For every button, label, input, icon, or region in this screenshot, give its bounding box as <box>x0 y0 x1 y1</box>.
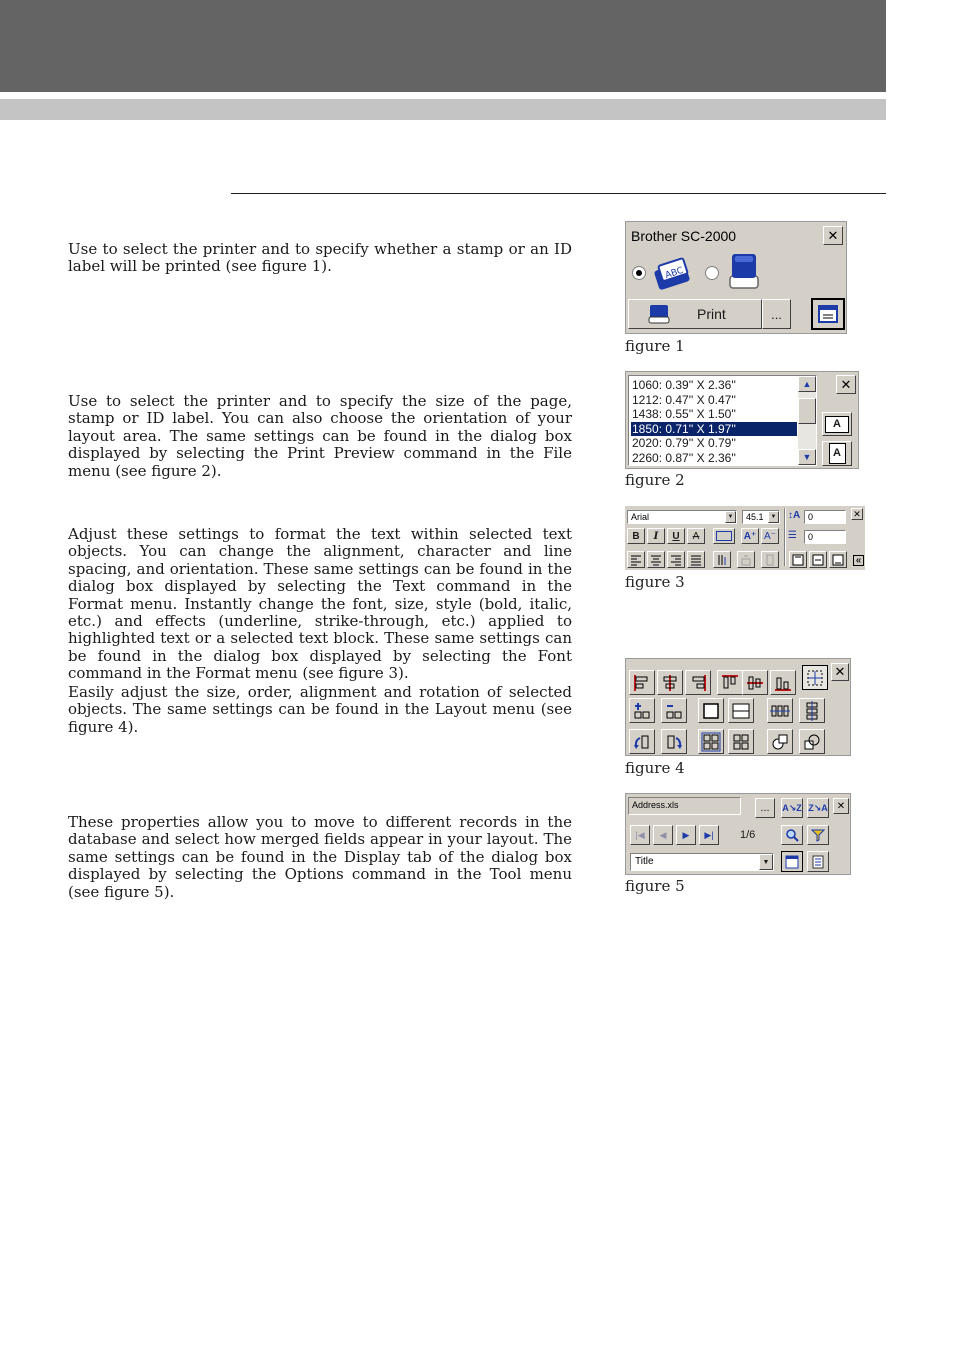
align-bottom-button[interactable] <box>770 670 796 695</box>
filter-button[interactable] <box>807 825 829 845</box>
previous-record-icon: ◀ <box>659 829 667 840</box>
id-label-icon <box>726 250 762 297</box>
align-center-icon <box>650 554 662 566</box>
align-right-button[interactable] <box>685 670 711 695</box>
send-backward-icon <box>664 701 684 721</box>
strikethrough-button[interactable] <box>687 528 705 544</box>
bring-forward-icon <box>632 701 652 721</box>
caption-figure-3: figure 3 <box>625 573 685 591</box>
field-dropdown-arrow[interactable]: ▼ <box>759 854 773 870</box>
database-file-name: Address.xls <box>632 800 679 810</box>
header-bar-light <box>0 99 886 120</box>
window-icon <box>785 855 799 869</box>
valign-top-button[interactable] <box>789 551 807 568</box>
grid-button[interactable] <box>802 665 828 690</box>
filter-icon <box>811 828 825 842</box>
svg-text:ABC: ABC <box>664 265 685 282</box>
print-button[interactable] <box>628 299 762 329</box>
printer-properties-button[interactable] <box>811 298 845 330</box>
caption-figure-4: figure 4 <box>625 759 685 777</box>
list-scrollbar[interactable] <box>798 376 816 465</box>
magnifier-icon <box>785 828 799 842</box>
paragraph-layout: Easily adjust the size, order, alignment and rotation of selected objects. The same settings can be found in the Layout menu (see figure 4). <box>68 683 572 736</box>
underline-button[interactable]: U <box>667 528 685 544</box>
bold-button[interactable]: B <box>627 528 645 544</box>
bring-forward-button[interactable] <box>629 698 655 723</box>
id-label-radio[interactable] <box>705 266 719 280</box>
line-spacing-icon: ☰ <box>788 530 797 541</box>
size-value: 45.1 <box>746 512 764 522</box>
shrink-font-icon: A⁻ <box>764 530 776 542</box>
align-top-icon <box>720 673 740 693</box>
rotate-left-icon <box>632 732 652 752</box>
list-item[interactable]: 1212: 0.47'' X 0.47'' <box>632 392 736 407</box>
landscape-icon: A <box>825 416 849 433</box>
scroll-down-button[interactable]: ▼ <box>798 449 816 465</box>
first-record-button[interactable] <box>630 825 650 845</box>
stamp-icon <box>652 252 692 297</box>
frame-icon <box>716 531 732 541</box>
distribute-horizontal-icon <box>770 701 790 721</box>
close-button[interactable]: ✕ <box>831 663 849 681</box>
valign-top-icon <box>792 554 804 566</box>
grid-icon <box>805 668 825 688</box>
align-left-button[interactable] <box>629 670 655 695</box>
printer-options-button[interactable]: ... <box>762 299 791 329</box>
close-button[interactable]: ✕ <box>823 226 843 245</box>
rotate-text-button[interactable] <box>737 551 755 568</box>
group-button[interactable] <box>698 729 724 754</box>
align-bottom-icon <box>773 673 793 693</box>
font-value: Arial <box>631 512 650 522</box>
justify-icon <box>690 554 702 566</box>
align-right-icon <box>688 673 708 693</box>
stack-text-icon <box>764 554 776 566</box>
list-item[interactable]: 2260: 0.87'' X 2.36'' <box>632 450 736 465</box>
page-size-list[interactable] <box>628 375 817 466</box>
same-size-icon <box>701 701 721 721</box>
merge-field-select[interactable] <box>630 853 774 871</box>
italic-button[interactable]: I <box>647 528 665 544</box>
stack-text-button[interactable] <box>761 551 779 568</box>
collapse-toolbar-button[interactable]: « <box>853 555 864 566</box>
sort-ascending-button[interactable] <box>781 798 803 818</box>
send-to-back-icon <box>802 732 822 752</box>
previous-record-button[interactable] <box>653 825 673 845</box>
list-item[interactable]: 1850: 0.71'' X 1.97'' <box>631 422 797 437</box>
sort-ascending-icon: A↘Z <box>782 802 802 813</box>
same-width-icon <box>731 701 751 721</box>
close-button[interactable]: ✕ <box>833 798 849 814</box>
same-size-button[interactable] <box>698 698 724 723</box>
send-to-back-button[interactable] <box>799 729 825 754</box>
align-center-button[interactable] <box>647 551 665 568</box>
printer-name: Brother SC-2000 <box>631 228 737 244</box>
ungroup-icon <box>731 732 751 752</box>
list-item[interactable]: 2020: 0.79'' X 0.79'' <box>632 436 736 451</box>
last-record-icon: ▶| <box>704 829 714 840</box>
font-select[interactable] <box>627 510 737 524</box>
align-center-button[interactable] <box>657 670 683 695</box>
align-right-button[interactable] <box>667 551 685 568</box>
valign-bottom-button[interactable] <box>829 551 847 568</box>
next-record-icon: ▶ <box>682 829 690 840</box>
caption-figure-5: figure 5 <box>625 877 685 895</box>
section-rule <box>231 193 886 194</box>
align-middle-button[interactable] <box>742 670 768 695</box>
document-icon <box>811 855 825 869</box>
align-center-icon <box>660 673 680 693</box>
page-size-toolbar <box>625 371 859 469</box>
char-spacing-input[interactable] <box>804 510 846 524</box>
rotate-left-button[interactable] <box>629 729 655 754</box>
paragraph-page-size: Use to select the printer and to specify the size of the page, stamp or ID label. You can also choose the orientation of your layout area. The same settings can be found in the dialog box displayed by selecting the Print Preview command in the File menu (see figure 2). <box>68 392 572 480</box>
portrait-button[interactable] <box>822 441 852 466</box>
align-middle-icon <box>745 673 765 693</box>
rotate-right-button[interactable] <box>661 729 687 754</box>
ungroup-button[interactable] <box>728 729 754 754</box>
first-record-icon: |◀ <box>635 829 645 840</box>
valign-middle-button[interactable] <box>809 551 827 568</box>
header-bar-dark <box>0 0 886 92</box>
sort-descending-icon: Z↘A <box>808 802 828 813</box>
show-field-names-button[interactable] <box>781 851 803 872</box>
distribute-horizontal-button[interactable] <box>767 698 793 723</box>
list-item[interactable]: 1060: 0.39'' X 2.36'' <box>632 378 736 392</box>
rotate-text-icon <box>740 554 752 566</box>
bring-to-front-button[interactable] <box>767 729 793 754</box>
layout-toolbar <box>625 658 851 756</box>
group-icon <box>701 732 721 752</box>
frame-text-button[interactable] <box>713 528 735 544</box>
printer-icon <box>647 303 671 325</box>
scroll-thumb[interactable] <box>798 398 816 424</box>
grow-font-button[interactable] <box>741 528 759 544</box>
size-dropdown-arrow[interactable]: ▼ <box>768 511 779 523</box>
sort-descending-button[interactable] <box>807 798 829 818</box>
database-file-field[interactable] <box>628 797 741 815</box>
vertical-text-button[interactable] <box>713 551 731 568</box>
printer-toolbar <box>625 221 847 334</box>
align-left-icon <box>630 554 642 566</box>
stamp-radio[interactable] <box>632 266 646 280</box>
next-record-button[interactable] <box>676 825 696 845</box>
font-dropdown-arrow[interactable]: ▼ <box>725 511 736 523</box>
find-record-button[interactable] <box>781 825 803 845</box>
justify-button[interactable] <box>687 551 705 568</box>
char-spacing-icon: ↕A <box>788 510 801 521</box>
grow-font-icon: A⁺ <box>743 530 757 542</box>
last-record-button[interactable] <box>699 825 719 845</box>
close-button[interactable]: ✕ <box>836 375 856 394</box>
close-button[interactable]: ✕ <box>851 508 863 520</box>
show-field-data-button[interactable] <box>807 851 829 872</box>
window-icon <box>818 305 838 323</box>
same-width-button[interactable] <box>728 698 754 723</box>
scroll-up-button[interactable]: ▲ <box>798 376 816 392</box>
list-item[interactable]: 1438: 0.55'' X 1.50'' <box>632 407 736 422</box>
size-select[interactable] <box>742 510 780 524</box>
paragraph-printer: Use to select the printer and to specify whether a stamp or an ID label will be printed (see figure 1). <box>68 240 572 276</box>
valign-bottom-icon <box>832 554 844 566</box>
send-backward-button[interactable] <box>661 698 687 723</box>
browse-database-button[interactable]: ... <box>755 798 775 818</box>
distribute-vertical-icon <box>802 701 822 721</box>
align-left-icon <box>632 673 652 693</box>
align-right-icon <box>670 554 682 566</box>
strikethrough-icon: A <box>692 530 700 542</box>
caption-figure-2: figure 2 <box>625 471 685 489</box>
align-top-button[interactable] <box>717 670 743 695</box>
char-spacing-value: 0 <box>808 512 814 522</box>
vertical-text-icon <box>716 554 728 566</box>
valign-middle-icon <box>812 554 824 566</box>
distribute-vertical-button[interactable] <box>799 698 825 723</box>
line-spacing-value: 0 <box>808 532 814 542</box>
bring-to-front-icon <box>770 732 790 752</box>
record-counter: 1/6 <box>740 829 756 841</box>
paragraph-database: These properties allow you to move to different records in the database and select how merged fields appear in your layout. The same settings can be found in the Display tab of the dialog box displayed by selecting the Options command in the Tool menu (see figure 5). <box>68 813 572 901</box>
text-format-toolbar <box>625 506 865 570</box>
merge-field-value: Title <box>635 856 654 867</box>
caption-figure-1: figure 1 <box>625 337 685 355</box>
database-toolbar <box>625 793 851 875</box>
line-spacing-input[interactable] <box>804 530 846 544</box>
rotate-right-icon <box>664 732 684 752</box>
shrink-font-button[interactable] <box>761 528 779 544</box>
paragraph-text-format: Adjust these settings to format the text within selected text objects. You can change the alignment, character and line spacing, and orientation. These same settings can be found in the dialog box displayed by selecting the Text command in the Format menu. Instantly change the font, size, style (bold, italic, etc.) and effects (underline, strike-through, etc.) applied to highlighted text or a selected text block. These same settings can be found in the dialog box displayed by selecting the Font command in the Format menu (see figure 3). <box>68 525 572 683</box>
print-label: Print <box>697 306 726 322</box>
portrait-icon: A <box>829 443 846 464</box>
landscape-button[interactable] <box>822 412 852 436</box>
align-left-button[interactable] <box>627 551 645 568</box>
